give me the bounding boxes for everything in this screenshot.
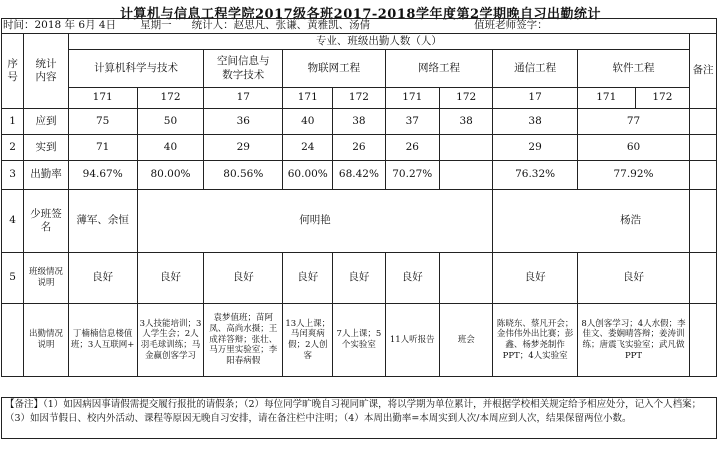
class-header: 172 — [137, 88, 204, 109]
class-header: 17 — [204, 88, 283, 109]
date-label: 时间：2018 年 6月 4日 — [3, 19, 117, 32]
row-index: 3 — [2, 161, 24, 190]
data-cell: 24 — [283, 135, 333, 161]
data-cell: 良好 — [577, 253, 689, 304]
major-header: 软件工程 — [577, 50, 689, 88]
statistician-label: 统计人：赵思凡、张谦、黄雅凯、汤倩 — [191, 19, 371, 32]
data-cell: 80.00% — [137, 161, 204, 190]
signature-cell: 杨浩 — [493, 190, 690, 253]
col-header-remark: 备注 — [690, 34, 717, 109]
data-cell: 袁梦值班；苗阿凤、高尚水摄；王成祥答辩；张壮、马万里实验室；李阳春病假 — [204, 304, 283, 377]
class-header: 171 — [577, 88, 635, 109]
data-cell: 丁楠楠信息楼值班；3人互联网+ — [68, 304, 137, 377]
table-row — [2, 135, 717, 161]
class-header: 171 — [68, 88, 137, 109]
data-cell: 38 — [493, 109, 577, 135]
remark-cell — [690, 304, 717, 377]
row-label: 应到 — [24, 109, 68, 135]
row-index: 2 — [2, 135, 24, 161]
table-row — [2, 190, 717, 253]
data-cell: 3人技能培训；3人学生会；2人羽毛球训练；马金赢创客学习 — [137, 304, 204, 377]
table-row — [2, 304, 717, 377]
data-cell — [440, 253, 493, 304]
data-cell: 80.56% — [204, 161, 283, 190]
data-cell: 68.42% — [333, 161, 385, 190]
data-cell: 38 — [440, 109, 493, 135]
major-header: 计算机科学与技术 — [68, 50, 204, 88]
data-cell: 71 — [68, 135, 137, 161]
data-cell: 26 — [385, 135, 439, 161]
data-cell: 60 — [577, 135, 689, 161]
class-header: 17 — [493, 88, 577, 109]
remark-cell — [690, 135, 717, 161]
major-header: 网络工程 — [385, 50, 493, 88]
data-cell: 94.67% — [68, 161, 137, 190]
weekday-label: 星期一 — [140, 19, 172, 32]
data-cell: 36 — [204, 109, 283, 135]
table-row — [2, 109, 717, 135]
data-cell: 13人上课；马闰爽病假；2人创客 — [283, 304, 333, 377]
data-cell: 陈晓东、蔡凡开会；金伟伟外出比赛；彭鑫、杨梦尧制作PPT；4人实验室 — [493, 304, 577, 377]
row-label: 少班签名 — [24, 190, 68, 253]
notes: 【备注】（1）如因病因事请假需提交履行报批的请假条；（2）每位同学旷晚自习视同旷课，将以学期为单位累计，并根据学校相关规定给予相应处分，记入个人档案；（3）如因节假日、校内外活动、课程等原因无晚自习安排，请在备注栏中注明；（4）本周出勤率=本周实到人次/本周应到人次，结果保留两位小数。 — [1, 397, 717, 439]
row-label: 出勤情况 说明 — [24, 304, 68, 377]
class-header: 171 — [385, 88, 439, 109]
data-cell: 60.00% — [283, 161, 333, 190]
data-cell: 77.92% — [577, 161, 689, 190]
page-title: 计算机与信息工程学院2017级各班2017-2018学年度第2学期晚自习出勤统计 — [120, 7, 601, 22]
row-index: 5 — [2, 253, 24, 304]
remark-cell — [690, 161, 717, 190]
data-cell: 40 — [137, 135, 204, 161]
data-cell: 37 — [385, 109, 439, 135]
info-line — [2, 19, 717, 34]
data-cell: 29 — [204, 135, 283, 161]
row-label: 出勤率 — [24, 161, 68, 190]
signature-cell: 薄军、余恒 — [68, 190, 137, 253]
class-header: 171 — [283, 88, 333, 109]
data-cell: 11人听报告 — [385, 304, 439, 377]
data-cell: 26 — [333, 135, 385, 161]
remark-cell — [690, 253, 717, 304]
data-cell: 班会 — [440, 304, 493, 377]
data-cell: 8人创客学习；4人水假；李佳文、娄娴晴答辩；姜涛训练；唐震飞实验室；武凡做PPT — [577, 304, 689, 377]
data-cell: 50 — [137, 109, 204, 135]
class-header: 172 — [333, 88, 385, 109]
col-header-item: 统计 内容 — [24, 34, 68, 109]
data-cell: 良好 — [385, 253, 439, 304]
data-cell: 70.27% — [385, 161, 439, 190]
data-cell: 7人上课；5个实验室 — [333, 304, 385, 377]
data-cell: 良好 — [137, 253, 204, 304]
data-cell: 良好 — [333, 253, 385, 304]
remark-cell — [690, 190, 717, 253]
remark-cell — [690, 109, 717, 135]
table-row — [2, 253, 717, 304]
major-header: 物联网工程 — [283, 50, 385, 88]
data-cell: 76.32% — [493, 161, 577, 190]
row-label: 班级情况 说明 — [24, 253, 68, 304]
data-cell: 良好 — [204, 253, 283, 304]
class-header: 172 — [635, 88, 689, 109]
data-cell: 29 — [493, 135, 577, 161]
data-cell: 75 — [68, 109, 137, 135]
teacher-sign-label: 值班老师签字： — [474, 19, 548, 32]
data-cell: 良好 — [68, 253, 137, 304]
data-cell: 40 — [283, 109, 333, 135]
data-cell: 良好 — [283, 253, 333, 304]
row-index: 4 — [2, 190, 24, 253]
data-cell — [440, 135, 493, 161]
data-cell: 38 — [333, 109, 385, 135]
row-index — [2, 304, 24, 377]
data-cell — [440, 161, 493, 190]
row-label: 实到 — [24, 135, 68, 161]
data-cell: 良好 — [493, 253, 577, 304]
table-row — [2, 161, 717, 190]
group-header: 专业、班级出勤人数（人） — [68, 34, 689, 50]
row-index: 1 — [2, 109, 24, 135]
col-header-index: 序号 — [2, 34, 24, 109]
attendance-table — [1, 18, 717, 377]
major-header: 空间信息与 数字技术 — [204, 50, 283, 88]
class-header: 172 — [440, 88, 493, 109]
signature-cell: 何明艳 — [137, 190, 493, 253]
major-header: 通信工程 — [493, 50, 577, 88]
data-cell: 77 — [577, 109, 689, 135]
